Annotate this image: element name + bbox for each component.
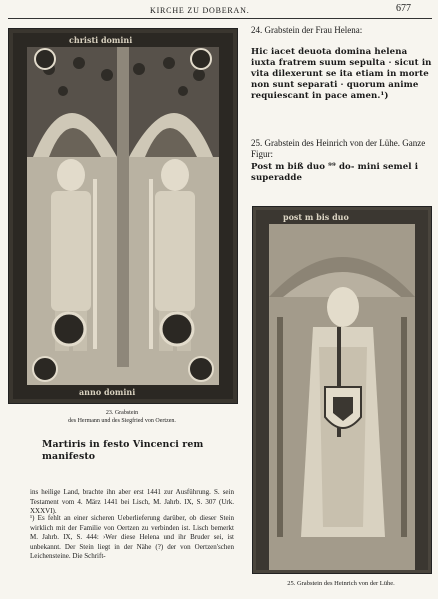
plate23-top-inscription: christi domini [69, 35, 133, 45]
entry-24-title: 24. Grabstein der Frau Helena: [251, 25, 363, 35]
entry-25-inscription: Post m biß duo ⁹⁹ do- mini semel i superadde [251, 162, 419, 183]
figure-23-caption-line1: 23. Grabstein [105, 410, 139, 416]
tombstone-23-inscription: Martiris in festo Vincenci rem manifesto [42, 439, 204, 462]
plate23-bottom-inscription: anno domini [79, 387, 136, 397]
figure-23-caption-line2: des Hermann und des Siegfried von Oertzen. [68, 418, 176, 424]
entry-25-title: 25. Grabstein des Heinrich von der Lühe. Ganze Figur: [251, 138, 426, 159]
tombstone-23-image [8, 28, 238, 404]
running-header-title: KIRCHE ZU DOBERAN. [150, 6, 250, 15]
figure-25-caption: 25. Grabstein des Heinrich von der Lühe. [287, 580, 395, 587]
body-paragraph: ins heilige Land, brachte ihn aber erst 1441 zur Ausführung. S. sein Testament vom 4. März 1441 bei Lisch, M. Jahrb. IX, S. 307 (Urk. XXXVI). [30, 488, 234, 516]
figure-23-caption [8, 409, 236, 425]
page-number: 677 [396, 3, 411, 14]
tombstone-25-image [252, 206, 432, 574]
footnote-1: ¹) Es fehlt an einer sicheren Ueberlieferung darüber, ob dieser Stein wirklich mit der Familie von Oertzen zu verbinden ist. Lisch bemerkt M. Jahrb. IX, S. 444: ›Wer diese Helena und ihr Bruder sei, ist unbekannt. Der Stein liegt in der Nähe (?) der von Oertzen'schen Leichensteine. Die Schrift- [30, 514, 234, 561]
entry-24-inscription: Hic iacet deuota domina helena iuxta fratrem suum sepulta · sicut in vita dilexerunt se ita etiam in morte non sunt separati · quorum anime requiescant in pace amen.¹) [251, 47, 432, 101]
plate25-top-inscription: post m bis duo [283, 212, 349, 222]
header-rule [8, 18, 432, 19]
